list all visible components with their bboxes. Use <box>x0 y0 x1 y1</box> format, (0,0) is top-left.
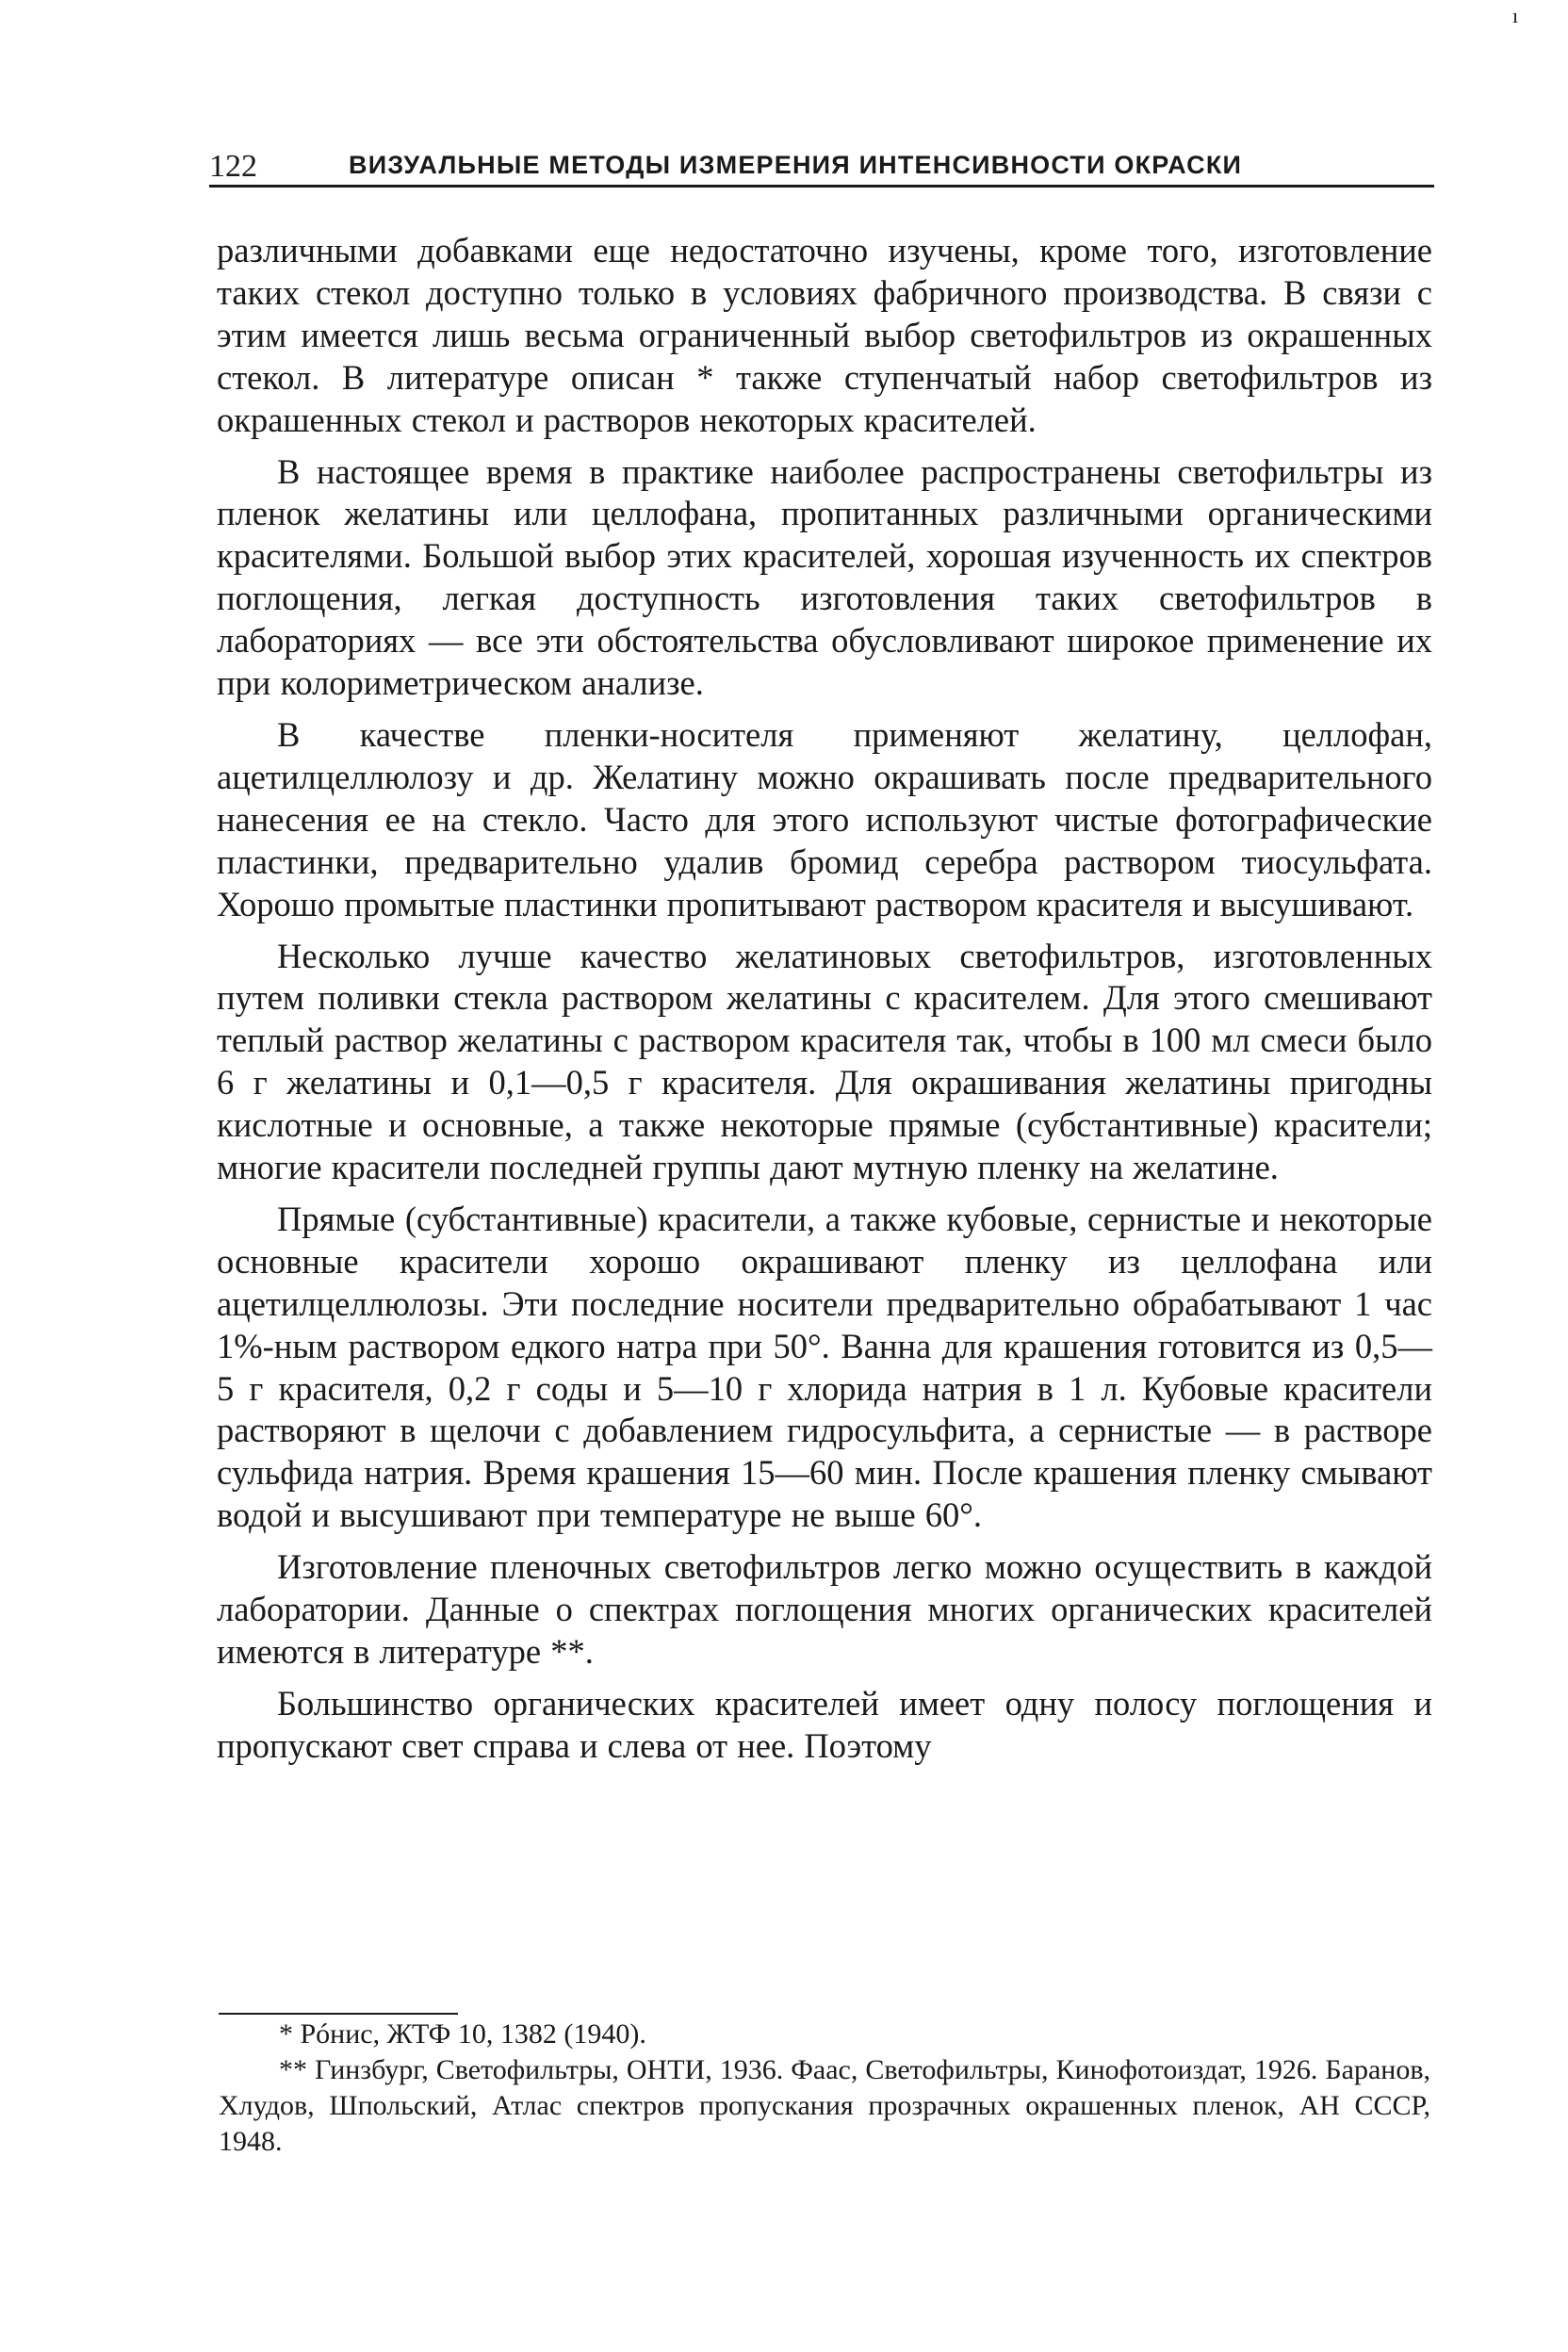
paragraph: Изготовление пленочных светофильтров легко можно осуществить в каждой лаборатории. Данные о спектрах поглощения многих органических красителей имеются в литературе **. <box>217 1547 1432 1671</box>
main-text <box>217 230 1432 1777</box>
footnote: ** Гинзбург, Светофильтры, ОНТИ, 1936. Фаас, Светофильтры, Кинофотоиздат, 1926. Баранов, Хлудов, Шпольский, Атлас спектров пропускания прозрачных окрашенных пленок, АН СССР, 1948. <box>219 2054 1430 2157</box>
scan-artifact-mark: ı <box>1512 4 1519 27</box>
paragraph: В качестве пленки-носителя применяют желатину, целлофан, ацетилцеллюлозу и др. Желатину можно окрашивать после предварительного нанесения ее на стекло. Часто для этого используют чистые фотографические пластинки, предварительно удалив бромид серебра раствором тиосульфата. Хорошо промытые пластинки пропитывают раствором красителя и высушивают. <box>217 714 1432 923</box>
header-divider <box>209 185 1434 188</box>
footnotes <box>219 2017 1430 2160</box>
footnote-divider <box>219 2013 458 2015</box>
running-title: ВИЗУАЛЬНЫЕ МЕТОДЫ ИЗМЕРЕНИЯ ИНТЕНСИВНОСТИ ОКРАСКИ <box>349 151 1243 179</box>
paragraph: Прямые (субстантивные) красители, а также кубовые, сернистые и некоторые основные красители хорошо окрашивают пленку из целлофана или ацетилцеллюлозы. Эти последние носители предварительно обрабатывают 1 час 1%-ным раствором едкого натра при 50°. Ванна для крашения готовится из 0,5—5 г красителя, 0,2 г соды и 5—10 г хлорида натрия в 1 л. Кубовые красители растворяют в щелочи с добавлением гидросульфита, а сернистые — в растворе сульфида натрия. Время крашения 15—60 мин. После крашения пленку смывают водой и высушивают при температуре не выше 60°. <box>217 1199 1432 1535</box>
paragraph-continued: различными добавками еще недостаточно изучены, кроме того, изготовление таких стекол доступно только в условиях фабричного производства. В связи с этим имеется лишь весьма ограниченный выбор светофильтров из окрашенных стекол. В литературе описан * также ступенчатый набор светофильтров из окрашенных стекол и растворов некоторых красителей. <box>217 231 1432 439</box>
footnote: * Рóнис, ЖТФ 10, 1382 (1940). <box>279 2018 646 2050</box>
paragraph: Большинство органических красителей имеет одну полосу поглощения и пропускают свет справа и слева от нее. Поэтому <box>217 1683 1432 1765</box>
page-number: 122 <box>209 149 257 184</box>
paragraph: Несколько лучше качество желатиновых светофильтров, изготовленных путем поливки стекла раствором желатины с красителем. Для этого смешивают теплый раствор желатины с раствором красителя так, чтобы в 100 мл смеси было 6 г желатины и 0,1—0,5 г красителя. Для окрашивания желатины пригодны кислотные и основные, а также некоторые прямые (субстантивные) красители; многие красители последней группы дают мутную пленку на желатине. <box>217 936 1432 1187</box>
paragraph: В настоящее время в практике наиболее распространены светофильтры из пленок желатины или целлофана, пропитанных различными органическими красителями. Большой выбор этих красителей, хорошая изученность их спектров поглощения, легкая доступность изготовления таких светофильтров в лабораториях — все эти обстоятельства обусловливают широкое применение их при колориметрическом анализе. <box>217 451 1432 703</box>
